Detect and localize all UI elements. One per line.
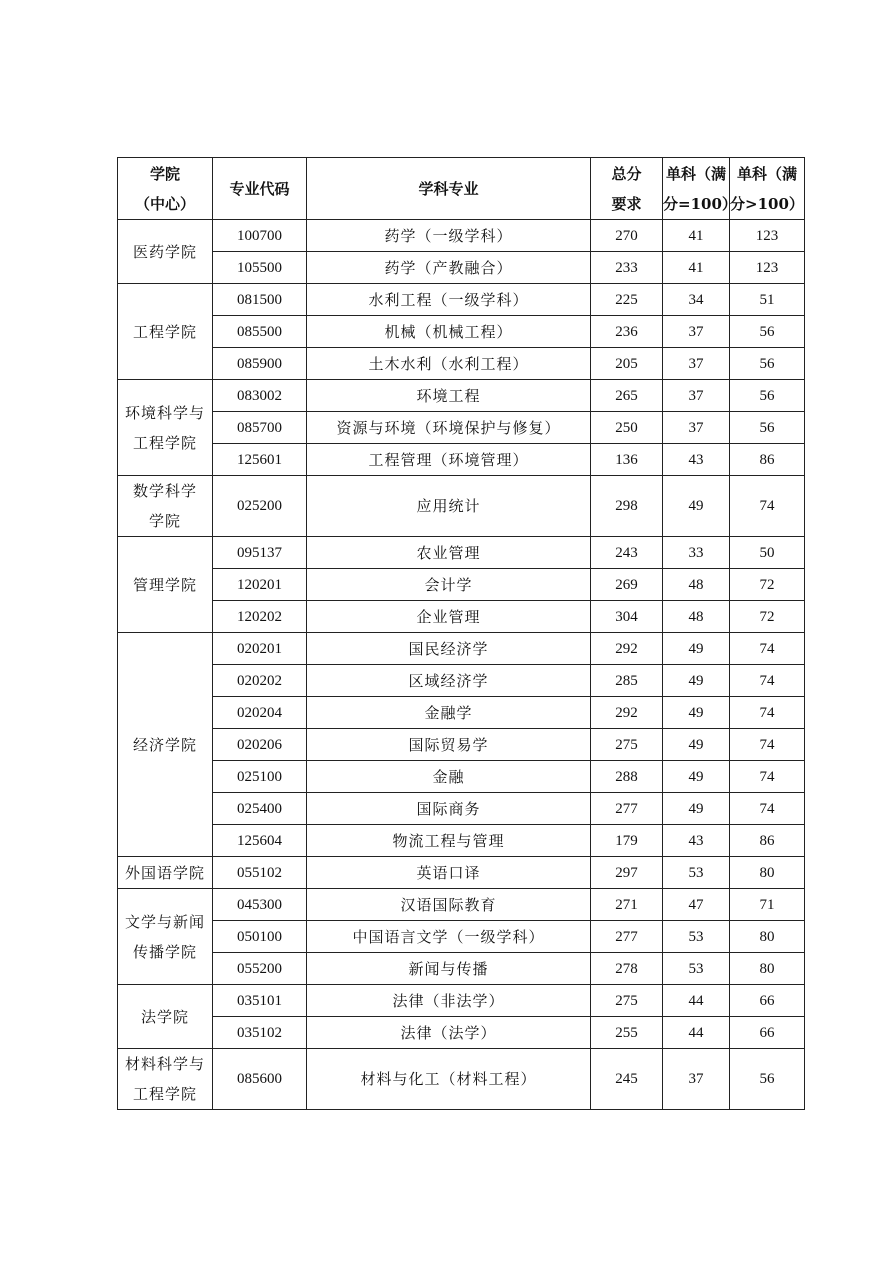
major-name: 土木水利（水利工程）	[307, 348, 591, 380]
header-major: 学科专业	[307, 158, 591, 220]
single-score-100: 37	[663, 348, 730, 380]
table-row	[118, 825, 805, 857]
college-name-line: 外国语学院	[124, 863, 205, 882]
single-score-over-100: 51	[730, 284, 805, 316]
single-score-over-100: 80	[730, 953, 805, 985]
college-cell	[118, 476, 213, 537]
major-code: 020204	[213, 697, 307, 729]
major-code: 035101	[213, 985, 307, 1017]
major-name: 汉语国际教育	[307, 889, 591, 921]
major-name: 药学（一级学科）	[307, 220, 591, 252]
single-score-100: 37	[663, 412, 730, 444]
total-score: 275	[591, 729, 663, 761]
table-row	[118, 284, 805, 316]
college-cell	[118, 380, 213, 476]
table-body	[118, 220, 805, 1110]
major-code: 120201	[213, 569, 307, 601]
major-code: 125604	[213, 825, 307, 857]
college-cell	[118, 284, 213, 380]
table-row	[118, 220, 805, 252]
major-name: 环境工程	[307, 380, 591, 412]
header-single-over-100-line2: 分>100）	[730, 194, 804, 213]
college-cell	[118, 985, 213, 1049]
single-score-over-100: 74	[730, 476, 805, 537]
college-name-line: 材料科学与	[124, 1055, 205, 1073]
major-name: 农业管理	[307, 537, 591, 569]
total-score: 292	[591, 697, 663, 729]
table-row	[118, 633, 805, 665]
table-row	[118, 729, 805, 761]
table-row	[118, 985, 805, 1017]
major-code: 100700	[213, 220, 307, 252]
table-row	[118, 665, 805, 697]
college-name-line: 工程学院	[132, 322, 197, 341]
major-code: 055200	[213, 953, 307, 985]
table-row	[118, 252, 805, 284]
single-score-over-100: 56	[730, 380, 805, 412]
single-score-over-100: 72	[730, 601, 805, 633]
total-score: 236	[591, 316, 663, 348]
single-score-100: 37	[663, 316, 730, 348]
single-score-over-100: 56	[730, 1049, 805, 1110]
single-score-100: 49	[663, 665, 730, 697]
college-cell	[118, 220, 213, 284]
major-code: 055102	[213, 857, 307, 889]
table-row	[118, 697, 805, 729]
single-score-100: 43	[663, 825, 730, 857]
total-score: 275	[591, 985, 663, 1017]
college-name-line: 法学院	[140, 1007, 189, 1026]
total-score: 265	[591, 380, 663, 412]
table-row	[118, 793, 805, 825]
total-score: 136	[591, 444, 663, 476]
single-score-over-100: 86	[730, 444, 805, 476]
major-name: 中国语言文学（一级学科）	[307, 921, 591, 953]
major-code: 085700	[213, 412, 307, 444]
major-name: 应用统计	[307, 476, 591, 537]
table-row	[118, 348, 805, 380]
single-score-over-100: 80	[730, 857, 805, 889]
single-score-over-100: 74	[730, 761, 805, 793]
major-name: 资源与环境（环境保护与修复）	[307, 412, 591, 444]
single-score-100: 47	[663, 889, 730, 921]
major-name: 机械（机械工程）	[307, 316, 591, 348]
header-total-line1: 总分	[611, 164, 642, 183]
table-row	[118, 444, 805, 476]
table-row	[118, 953, 805, 985]
header-college-line2: （中心）	[134, 194, 195, 213]
table-row	[118, 316, 805, 348]
single-score-over-100: 74	[730, 665, 805, 697]
single-score-100: 49	[663, 761, 730, 793]
major-code: 025100	[213, 761, 307, 793]
single-score-100: 41	[663, 220, 730, 252]
major-code: 025200	[213, 476, 307, 537]
total-score: 277	[591, 793, 663, 825]
single-score-100: 53	[663, 953, 730, 985]
header-single-100-line1: 单科（满	[665, 164, 726, 183]
major-code: 020201	[213, 633, 307, 665]
single-score-over-100: 50	[730, 537, 805, 569]
college-cell	[118, 633, 213, 857]
single-score-over-100: 56	[730, 348, 805, 380]
major-code: 020206	[213, 729, 307, 761]
total-score: 277	[591, 921, 663, 953]
major-code: 085900	[213, 348, 307, 380]
single-score-100: 49	[663, 697, 730, 729]
single-score-over-100: 74	[730, 793, 805, 825]
major-code: 045300	[213, 889, 307, 921]
major-name: 法律（法学）	[307, 1017, 591, 1049]
total-score: 250	[591, 412, 663, 444]
total-score: 292	[591, 633, 663, 665]
single-score-over-100: 72	[730, 569, 805, 601]
major-name: 会计学	[307, 569, 591, 601]
header-total-line2: 要求	[611, 194, 642, 213]
admission-score-table	[117, 157, 805, 1110]
single-score-100: 33	[663, 537, 730, 569]
total-score: 278	[591, 953, 663, 985]
table-row	[118, 412, 805, 444]
major-name: 材料与化工（材料工程）	[307, 1049, 591, 1110]
single-score-100: 34	[663, 284, 730, 316]
major-name: 药学（产教融合）	[307, 252, 591, 284]
major-code: 083002	[213, 380, 307, 412]
total-score: 304	[591, 601, 663, 633]
major-name: 法律（非法学）	[307, 985, 591, 1017]
single-score-over-100: 56	[730, 316, 805, 348]
major-name: 新闻与传播	[307, 953, 591, 985]
single-score-100: 53	[663, 857, 730, 889]
single-score-100: 49	[663, 729, 730, 761]
major-code: 020202	[213, 665, 307, 697]
single-score-100: 41	[663, 252, 730, 284]
header-single-over-100	[730, 158, 805, 220]
major-name: 国民经济学	[307, 633, 591, 665]
table-row	[118, 921, 805, 953]
college-name-line: 环境科学与	[124, 403, 205, 422]
college-cell	[118, 889, 213, 985]
single-score-over-100: 74	[730, 729, 805, 761]
single-score-100: 53	[663, 921, 730, 953]
total-score: 271	[591, 889, 663, 921]
single-score-over-100: 56	[730, 412, 805, 444]
total-score: 245	[591, 1049, 663, 1110]
college-name-line: 文学与新闻	[124, 912, 205, 931]
total-score: 205	[591, 348, 663, 380]
total-score: 179	[591, 825, 663, 857]
single-score-100: 44	[663, 985, 730, 1017]
major-code: 095137	[213, 537, 307, 569]
total-score: 233	[591, 252, 663, 284]
header-college-line1: 学院	[149, 164, 180, 183]
single-score-over-100: 74	[730, 697, 805, 729]
college-name-line: 工程学院	[132, 1085, 197, 1103]
table-row	[118, 1049, 805, 1110]
college-name-line: 管理学院	[132, 575, 197, 594]
total-score: 298	[591, 476, 663, 537]
header-row	[118, 158, 805, 220]
college-name-line: 传播学院	[132, 942, 197, 961]
college-name-line: 经济学院	[132, 735, 197, 754]
single-score-over-100: 80	[730, 921, 805, 953]
major-name: 物流工程与管理	[307, 825, 591, 857]
major-code: 081500	[213, 284, 307, 316]
table-row	[118, 601, 805, 633]
college-name-line: 学院	[148, 512, 181, 530]
total-score: 288	[591, 761, 663, 793]
table-row	[118, 889, 805, 921]
table-row	[118, 537, 805, 569]
single-score-100: 49	[663, 476, 730, 537]
major-name: 英语口译	[307, 857, 591, 889]
major-code: 125601	[213, 444, 307, 476]
major-name: 金融学	[307, 697, 591, 729]
single-score-100: 37	[663, 380, 730, 412]
single-score-over-100: 123	[730, 252, 805, 284]
table-row	[118, 1017, 805, 1049]
single-score-over-100: 74	[730, 633, 805, 665]
college-name-line: 数学科学	[132, 482, 197, 500]
total-score: 297	[591, 857, 663, 889]
major-name: 工程管理（环境管理）	[307, 444, 591, 476]
total-score: 285	[591, 665, 663, 697]
header-code: 专业代码	[213, 158, 307, 220]
header-single-100	[663, 158, 737, 220]
major-code: 035102	[213, 1017, 307, 1049]
single-score-100: 37	[663, 1049, 730, 1110]
major-name: 国际商务	[307, 793, 591, 825]
major-code: 025400	[213, 793, 307, 825]
header-single-100-line2: 分=100）	[663, 194, 737, 213]
header-total	[591, 158, 663, 220]
single-score-over-100: 66	[730, 1017, 805, 1049]
single-score-100: 49	[663, 633, 730, 665]
table-row	[118, 761, 805, 793]
college-cell	[118, 857, 213, 889]
college-name-line: 工程学院	[132, 433, 197, 452]
table-row	[118, 476, 805, 537]
single-score-100: 48	[663, 569, 730, 601]
total-score: 255	[591, 1017, 663, 1049]
table-row	[118, 569, 805, 601]
major-code: 085500	[213, 316, 307, 348]
single-score-100: 49	[663, 793, 730, 825]
total-score: 243	[591, 537, 663, 569]
single-score-over-100: 66	[730, 985, 805, 1017]
table-row	[118, 857, 805, 889]
major-code: 085600	[213, 1049, 307, 1110]
major-code: 120202	[213, 601, 307, 633]
single-score-100: 43	[663, 444, 730, 476]
total-score: 269	[591, 569, 663, 601]
single-score-over-100: 86	[730, 825, 805, 857]
major-name: 水利工程（一级学科）	[307, 284, 591, 316]
header-college	[118, 158, 213, 220]
single-score-over-100: 71	[730, 889, 805, 921]
major-name: 区域经济学	[307, 665, 591, 697]
single-score-100: 48	[663, 601, 730, 633]
major-name: 企业管理	[307, 601, 591, 633]
major-code: 105500	[213, 252, 307, 284]
header-single-over-100-line1: 单科（满	[736, 164, 797, 183]
major-name: 金融	[307, 761, 591, 793]
college-cell	[118, 537, 213, 633]
single-score-100: 44	[663, 1017, 730, 1049]
major-name: 国际贸易学	[307, 729, 591, 761]
total-score: 225	[591, 284, 663, 316]
single-score-over-100: 123	[730, 220, 805, 252]
major-code: 050100	[213, 921, 307, 953]
college-name-line: 医药学院	[132, 242, 197, 261]
total-score: 270	[591, 220, 663, 252]
college-cell	[118, 1049, 213, 1110]
table-row	[118, 380, 805, 412]
